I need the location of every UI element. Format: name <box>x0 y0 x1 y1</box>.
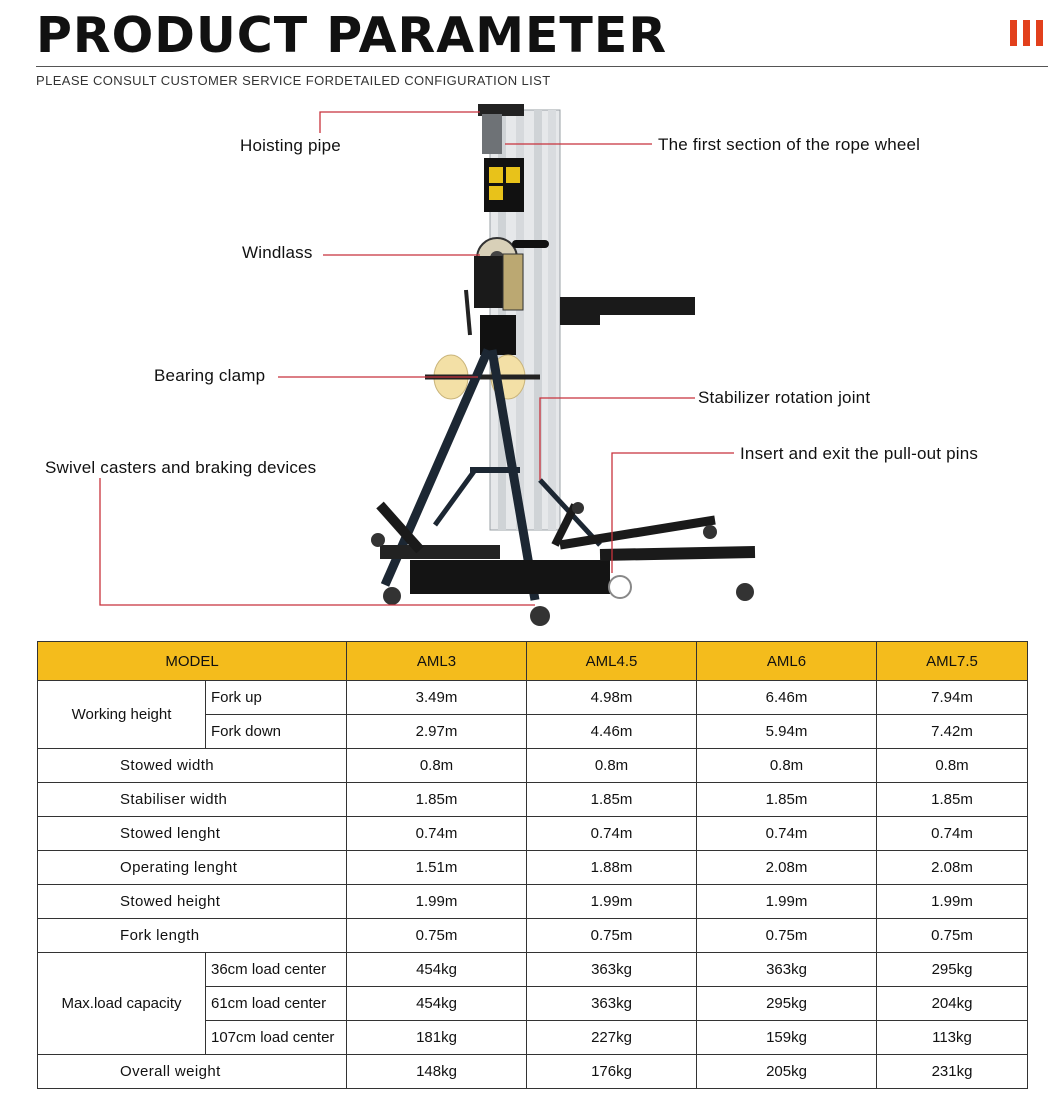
table-cell: 1.99m <box>347 885 527 919</box>
table-cell: 1.51m <box>347 851 527 885</box>
row-sub-label: 107cm load center <box>206 1021 347 1055</box>
table-cell: 295kg <box>697 987 877 1021</box>
table-cell: 1.85m <box>347 783 527 817</box>
table-cell: 1.85m <box>877 783 1028 817</box>
table-cell: 6.46m <box>697 681 877 715</box>
spec-table <box>37 641 1028 1089</box>
table-cell: 227kg <box>527 1021 697 1055</box>
table-cell: 4.98m <box>527 681 697 715</box>
page-title: PRODUCT PARAMETER <box>36 7 668 64</box>
table-cell: 7.42m <box>877 715 1028 749</box>
table-cell: 204kg <box>877 987 1028 1021</box>
table-cell: 363kg <box>697 953 877 987</box>
callout-pull-out-pins: Insert and exit the pull-out pins <box>740 444 979 463</box>
table-cell: 2.97m <box>347 715 527 749</box>
table-cell: 7.94m <box>877 681 1028 715</box>
column-header: AML4.5 <box>527 642 697 681</box>
table-cell: 0.8m <box>697 749 877 783</box>
table-cell: 1.88m <box>527 851 697 885</box>
table-cell: 1.99m <box>527 885 697 919</box>
row-label: Operating lenght <box>38 851 347 885</box>
table-cell: 1.99m <box>877 885 1028 919</box>
table-cell: 231kg <box>877 1055 1028 1089</box>
table-cell: 113kg <box>877 1021 1028 1055</box>
table-cell: 454kg <box>347 953 527 987</box>
table-row <box>38 749 1028 783</box>
table-cell: 0.75m <box>877 919 1028 953</box>
table-cell: 0.75m <box>527 919 697 953</box>
table-cell: 205kg <box>697 1055 877 1089</box>
table-cell: 2.08m <box>697 851 877 885</box>
table-row <box>38 919 1028 953</box>
table-cell: 0.75m <box>347 919 527 953</box>
callout-hoisting-pipe: Hoisting pipe <box>240 136 341 155</box>
table-cell: 0.8m <box>527 749 697 783</box>
row-label: Stowed lenght <box>38 817 347 851</box>
lift-illustration <box>371 104 755 626</box>
table-cell: 176kg <box>527 1055 697 1089</box>
column-header: AML3 <box>347 642 527 681</box>
column-header: AML7.5 <box>877 642 1028 681</box>
table-cell: 0.74m <box>697 817 877 851</box>
table-cell: 0.75m <box>697 919 877 953</box>
product-diagram <box>0 95 1060 635</box>
table-cell: 2.08m <box>877 851 1028 885</box>
table-row <box>38 783 1028 817</box>
page-subtitle: PLEASE CONSULT CUSTOMER SERVICE FORDETAILED CONFIGURATION LIST <box>36 73 551 88</box>
row-label: Stowed width <box>38 749 347 783</box>
table-cell: 0.8m <box>347 749 527 783</box>
column-header: AML6 <box>697 642 877 681</box>
table-cell: 148kg <box>347 1055 527 1089</box>
table-cell: 454kg <box>347 987 527 1021</box>
table-cell: 1.85m <box>697 783 877 817</box>
table-cell: 1.99m <box>697 885 877 919</box>
row-label: Stowed height <box>38 885 347 919</box>
table-row <box>38 953 1028 987</box>
header-divider <box>36 66 1048 67</box>
table-row <box>38 817 1028 851</box>
callout-swivel-casters: Swivel casters and braking devices <box>45 458 317 477</box>
table-cell: 5.94m <box>697 715 877 749</box>
row-group-label: Working height <box>38 681 206 749</box>
table-row <box>38 851 1028 885</box>
table-cell: 159kg <box>697 1021 877 1055</box>
table-row <box>38 1055 1028 1089</box>
callout-bearing-clamp: Bearing clamp <box>154 366 266 385</box>
table-cell: 0.8m <box>877 749 1028 783</box>
table-cell: 363kg <box>527 953 697 987</box>
table-cell: 4.46m <box>527 715 697 749</box>
table-cell: 181kg <box>347 1021 527 1055</box>
row-sub-label: Fork up <box>206 681 347 715</box>
callout-windlass: Windlass <box>242 243 313 262</box>
row-label: Overall weight <box>38 1055 347 1089</box>
callout-stabilizer-joint: Stabilizer rotation joint <box>698 388 871 407</box>
table-row <box>38 681 1028 715</box>
row-sub-label: Fork down <box>206 715 347 749</box>
table-cell: 3.49m <box>347 681 527 715</box>
row-group-label: Max.load capacity <box>38 953 206 1055</box>
row-label: Fork length <box>38 919 347 953</box>
table-cell: 0.74m <box>527 817 697 851</box>
row-sub-label: 61cm load center <box>206 987 347 1021</box>
table-cell: 363kg <box>527 987 697 1021</box>
table-cell: 1.85m <box>527 783 697 817</box>
row-label: Stabiliser width <box>38 783 347 817</box>
row-sub-label: 36cm load center <box>206 953 347 987</box>
table-header-row <box>38 642 1028 681</box>
callout-rope-wheel: The first section of the rope wheel <box>658 135 921 154</box>
table-cell: 0.74m <box>347 817 527 851</box>
table-cell: 295kg <box>877 953 1028 987</box>
table-row <box>38 885 1028 919</box>
column-header: MODEL <box>38 642 347 681</box>
brand-bars-icon <box>1010 20 1044 46</box>
table-cell: 0.74m <box>877 817 1028 851</box>
